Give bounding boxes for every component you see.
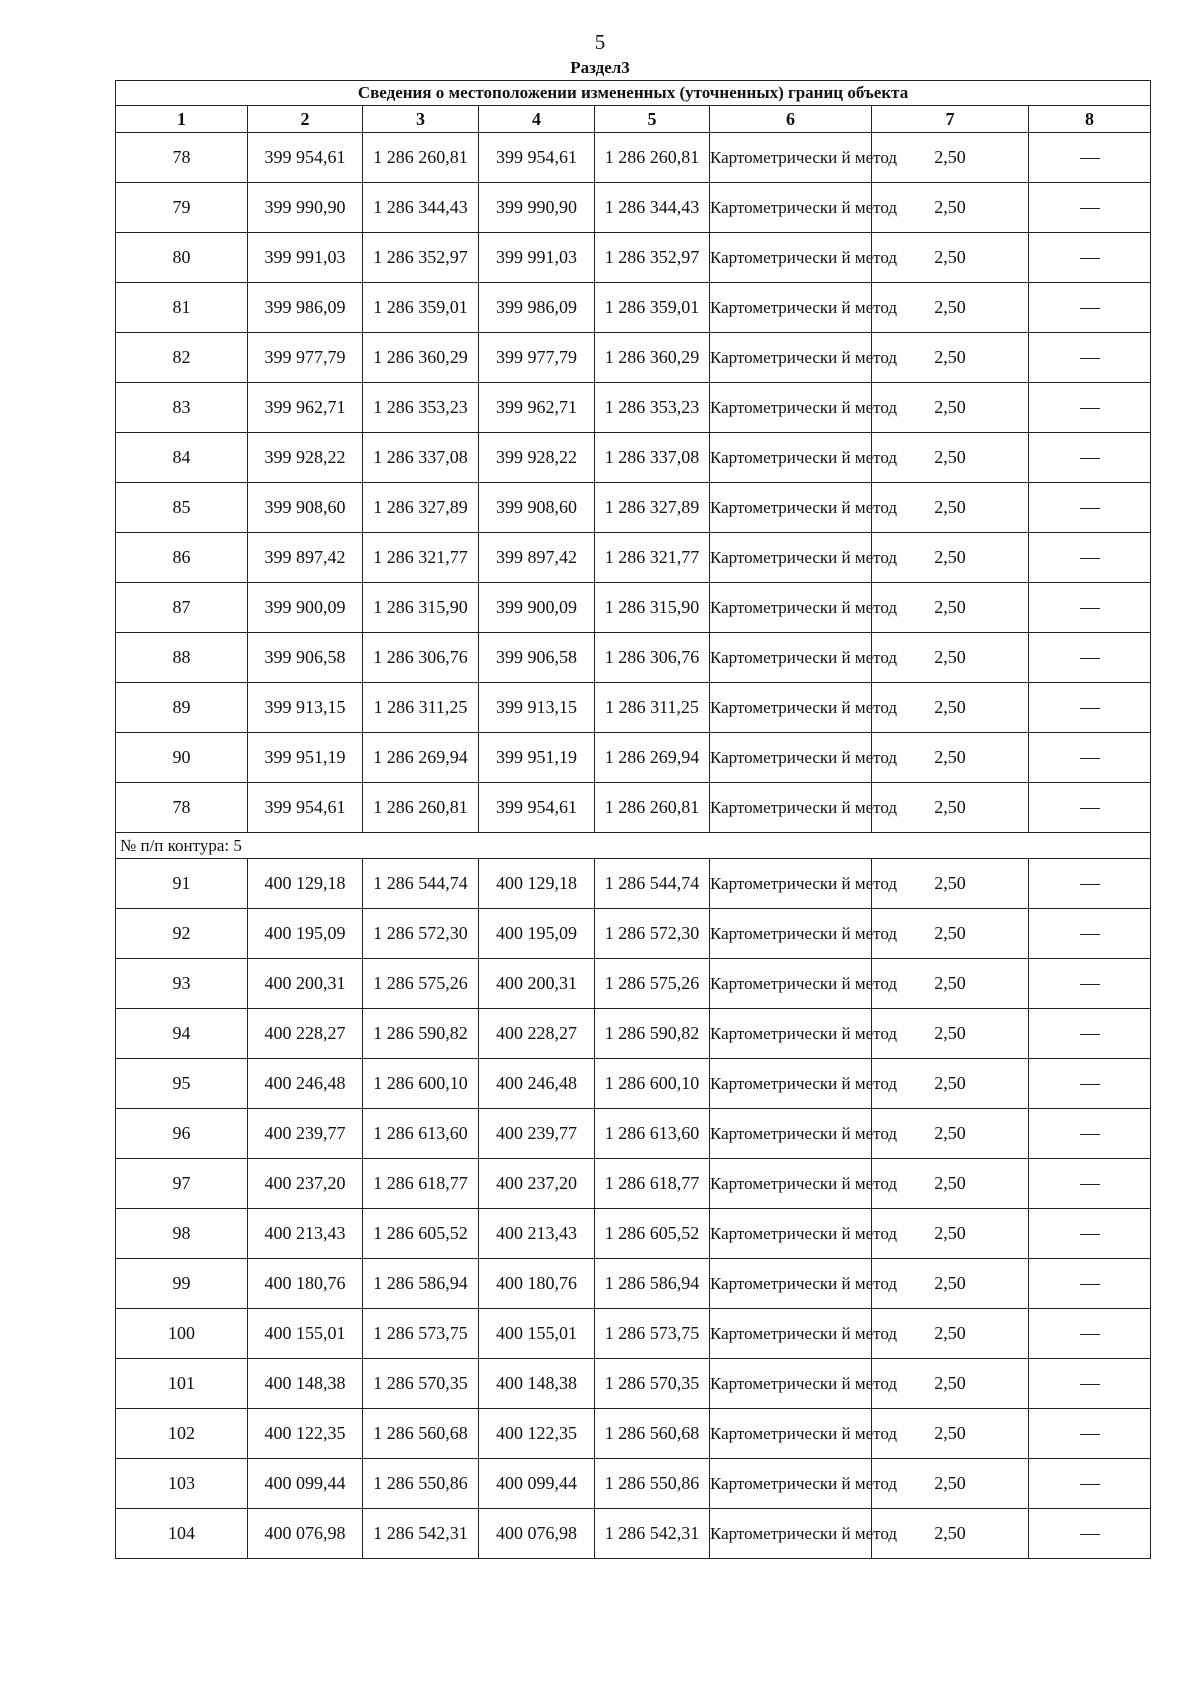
description-cell <box>1029 183 1151 233</box>
old-x-cell: 400 148,38 <box>248 1359 363 1409</box>
description-cell <box>1029 1059 1151 1109</box>
method-cell: Картометрически й метод <box>710 733 872 783</box>
method-cell: Картометрически й метод <box>710 1159 872 1209</box>
description-cell <box>1029 1109 1151 1159</box>
accuracy-cell: 2,50 <box>872 233 1029 283</box>
new-y-cell: 1 286 600,10 <box>595 1059 710 1109</box>
old-y-cell: 1 286 600,10 <box>363 1059 479 1109</box>
point-number-cell: 78 <box>116 783 248 833</box>
empty-dash-icon <box>1080 1034 1100 1035</box>
new-x-cell: 399 991,03 <box>479 233 595 283</box>
table-row <box>116 1309 1151 1359</box>
column-header: 5 <box>595 106 710 133</box>
method-cell: Картометрически й метод <box>710 1359 872 1409</box>
new-x-cell: 399 908,60 <box>479 483 595 533</box>
point-number-cell: 94 <box>116 1009 248 1059</box>
description-cell <box>1029 1459 1151 1509</box>
accuracy-cell: 2,50 <box>872 959 1029 1009</box>
point-number-cell: 93 <box>116 959 248 1009</box>
table-row <box>116 909 1151 959</box>
method-cell: Картометрически й метод <box>710 1209 872 1259</box>
new-y-cell: 1 286 315,90 <box>595 583 710 633</box>
new-y-cell: 1 286 570,35 <box>595 1359 710 1409</box>
new-x-cell: 399 897,42 <box>479 533 595 583</box>
method-cell: Картометрически й метод <box>710 1009 872 1059</box>
table-row <box>116 1159 1151 1209</box>
method-cell: Картометрически й метод <box>710 333 872 383</box>
accuracy-cell: 2,50 <box>872 1509 1029 1559</box>
new-x-cell: 399 986,09 <box>479 283 595 333</box>
empty-dash-icon <box>1080 1234 1100 1235</box>
method-cell: Картометрически й метод <box>710 1409 872 1459</box>
new-x-cell: 400 195,09 <box>479 909 595 959</box>
new-y-cell: 1 286 550,86 <box>595 1459 710 1509</box>
point-number-cell: 99 <box>116 1259 248 1309</box>
table-row <box>116 683 1151 733</box>
old-y-cell: 1 286 560,68 <box>363 1409 479 1459</box>
new-x-cell: 399 951,19 <box>479 733 595 783</box>
table-row <box>116 1359 1151 1409</box>
method-cell: Картометрически й метод <box>710 133 872 183</box>
empty-dash-icon <box>1080 708 1100 709</box>
old-x-cell: 400 155,01 <box>248 1309 363 1359</box>
new-x-cell: 400 213,43 <box>479 1209 595 1259</box>
point-number-cell: 96 <box>116 1109 248 1159</box>
table-row <box>116 1409 1151 1459</box>
old-y-cell: 1 286 613,60 <box>363 1109 479 1159</box>
table-row <box>116 783 1151 833</box>
old-y-cell: 1 286 360,29 <box>363 333 479 383</box>
new-x-cell: 400 239,77 <box>479 1109 595 1159</box>
accuracy-cell: 2,50 <box>872 1409 1029 1459</box>
description-cell <box>1029 333 1151 383</box>
empty-dash-icon <box>1080 984 1100 985</box>
empty-dash-icon <box>1080 1484 1100 1485</box>
old-x-cell: 399 990,90 <box>248 183 363 233</box>
method-cell: Картометрически й метод <box>710 1509 872 1559</box>
accuracy-cell: 2,50 <box>872 133 1029 183</box>
table-caption: Сведения о местоположении измененных (уточненных) границ объекта <box>116 81 1151 106</box>
description-cell <box>1029 533 1151 583</box>
section-title: Раздел3 <box>570 58 630 77</box>
new-x-cell: 400 228,27 <box>479 1009 595 1059</box>
old-x-cell: 400 099,44 <box>248 1459 363 1509</box>
table-row <box>116 1259 1151 1309</box>
old-x-cell: 399 900,09 <box>248 583 363 633</box>
method-cell: Картометрически й метод <box>710 959 872 1009</box>
contour-label: № п/п контура: 5 <box>116 833 1151 859</box>
old-y-cell: 1 286 315,90 <box>363 583 479 633</box>
old-x-cell: 400 195,09 <box>248 909 363 959</box>
accuracy-cell: 2,50 <box>872 1209 1029 1259</box>
empty-dash-icon <box>1080 884 1100 885</box>
new-y-cell: 1 286 544,74 <box>595 859 710 909</box>
new-x-cell: 400 155,01 <box>479 1309 595 1359</box>
method-cell: Картометрически й метод <box>710 233 872 283</box>
new-x-cell: 399 928,22 <box>479 433 595 483</box>
new-y-cell: 1 286 260,81 <box>595 133 710 183</box>
method-cell: Картометрически й метод <box>710 859 872 909</box>
table-row <box>116 483 1151 533</box>
old-x-cell: 399 954,61 <box>248 783 363 833</box>
point-number-cell: 101 <box>116 1359 248 1409</box>
table-row <box>116 1109 1151 1159</box>
old-x-cell: 400 246,48 <box>248 1059 363 1109</box>
new-y-cell: 1 286 344,43 <box>595 183 710 233</box>
method-cell: Картометрически й метод <box>710 683 872 733</box>
empty-dash-icon <box>1080 408 1100 409</box>
old-x-cell: 399 906,58 <box>248 633 363 683</box>
point-number-cell: 92 <box>116 909 248 959</box>
new-y-cell: 1 286 605,52 <box>595 1209 710 1259</box>
accuracy-cell: 2,50 <box>872 1459 1029 1509</box>
old-y-cell: 1 286 260,81 <box>363 133 479 183</box>
old-y-cell: 1 286 570,35 <box>363 1359 479 1409</box>
new-x-cell: 399 962,71 <box>479 383 595 433</box>
empty-dash-icon <box>1080 1284 1100 1285</box>
point-number-cell: 79 <box>116 183 248 233</box>
description-cell <box>1029 1259 1151 1309</box>
new-y-cell: 1 286 542,31 <box>595 1509 710 1559</box>
method-cell: Картометрически й метод <box>710 483 872 533</box>
new-x-cell: 400 076,98 <box>479 1509 595 1559</box>
accuracy-cell: 2,50 <box>872 1109 1029 1159</box>
accuracy-cell: 2,50 <box>872 1359 1029 1409</box>
new-x-cell: 399 954,61 <box>479 133 595 183</box>
new-y-cell: 1 286 560,68 <box>595 1409 710 1459</box>
method-cell: Картометрически й метод <box>710 533 872 583</box>
new-y-cell: 1 286 572,30 <box>595 909 710 959</box>
description-cell <box>1029 783 1151 833</box>
new-x-cell: 400 237,20 <box>479 1159 595 1209</box>
old-x-cell: 400 237,20 <box>248 1159 363 1209</box>
table-row <box>116 133 1151 183</box>
new-y-cell: 1 286 573,75 <box>595 1309 710 1359</box>
old-x-cell: 400 228,27 <box>248 1009 363 1059</box>
point-number-cell: 86 <box>116 533 248 583</box>
description-cell <box>1029 959 1151 1009</box>
description-cell <box>1029 1159 1151 1209</box>
column-header-row <box>116 106 1151 133</box>
accuracy-cell: 2,50 <box>872 1059 1029 1109</box>
accuracy-cell: 2,50 <box>872 333 1029 383</box>
empty-dash-icon <box>1080 608 1100 609</box>
new-y-cell: 1 286 618,77 <box>595 1159 710 1209</box>
old-y-cell: 1 286 353,23 <box>363 383 479 433</box>
old-y-cell: 1 286 618,77 <box>363 1159 479 1209</box>
method-cell: Картометрически й метод <box>710 183 872 233</box>
method-cell: Картометрически й метод <box>710 283 872 333</box>
method-cell: Картометрически й метод <box>710 1059 872 1109</box>
new-x-cell: 399 906,58 <box>479 633 595 683</box>
new-y-cell: 1 286 359,01 <box>595 283 710 333</box>
table-row <box>116 1059 1151 1109</box>
point-number-cell: 89 <box>116 683 248 733</box>
old-x-cell: 399 928,22 <box>248 433 363 483</box>
old-y-cell: 1 286 573,75 <box>363 1309 479 1359</box>
column-header: 2 <box>248 106 363 133</box>
description-cell <box>1029 433 1151 483</box>
method-cell: Картометрически й метод <box>710 583 872 633</box>
table-row <box>116 433 1151 483</box>
method-cell: Картометрически й метод <box>710 909 872 959</box>
old-x-cell: 399 951,19 <box>248 733 363 783</box>
old-x-cell: 400 213,43 <box>248 1209 363 1259</box>
old-x-cell: 399 908,60 <box>248 483 363 533</box>
point-number-cell: 95 <box>116 1059 248 1109</box>
empty-dash-icon <box>1080 1534 1100 1535</box>
point-number-cell: 104 <box>116 1509 248 1559</box>
empty-dash-icon <box>1080 758 1100 759</box>
accuracy-cell: 2,50 <box>872 1259 1029 1309</box>
old-y-cell: 1 286 327,89 <box>363 483 479 533</box>
old-y-cell: 1 286 344,43 <box>363 183 479 233</box>
empty-dash-icon <box>1080 1334 1100 1335</box>
old-x-cell: 399 913,15 <box>248 683 363 733</box>
table-row <box>116 333 1151 383</box>
empty-dash-icon <box>1080 358 1100 359</box>
accuracy-cell: 2,50 <box>872 283 1029 333</box>
table-caption-row <box>116 81 1151 106</box>
description-cell <box>1029 683 1151 733</box>
column-header: 1 <box>116 106 248 133</box>
column-header: 4 <box>479 106 595 133</box>
point-number-cell: 98 <box>116 1209 248 1259</box>
new-y-cell: 1 286 311,25 <box>595 683 710 733</box>
point-number-cell: 88 <box>116 633 248 683</box>
old-y-cell: 1 286 550,86 <box>363 1459 479 1509</box>
new-x-cell: 400 148,38 <box>479 1359 595 1409</box>
old-y-cell: 1 286 359,01 <box>363 283 479 333</box>
point-number-cell: 78 <box>116 133 248 183</box>
table-row <box>116 959 1151 1009</box>
column-header: 8 <box>1029 106 1151 133</box>
column-header: 7 <box>872 106 1029 133</box>
empty-dash-icon <box>1080 1434 1100 1435</box>
description-cell <box>1029 1359 1151 1409</box>
old-y-cell: 1 286 269,94 <box>363 733 479 783</box>
description-cell <box>1029 283 1151 333</box>
description-cell <box>1029 233 1151 283</box>
new-y-cell: 1 286 321,77 <box>595 533 710 583</box>
new-y-cell: 1 286 269,94 <box>595 733 710 783</box>
point-number-cell: 91 <box>116 859 248 909</box>
new-x-cell: 400 099,44 <box>479 1459 595 1509</box>
old-y-cell: 1 286 575,26 <box>363 959 479 1009</box>
accuracy-cell: 2,50 <box>872 683 1029 733</box>
column-header: 6 <box>710 106 872 133</box>
new-x-cell: 399 954,61 <box>479 783 595 833</box>
accuracy-cell: 2,50 <box>872 183 1029 233</box>
method-cell: Картометрически й метод <box>710 383 872 433</box>
old-y-cell: 1 286 544,74 <box>363 859 479 909</box>
table-row <box>116 183 1151 233</box>
accuracy-cell: 2,50 <box>872 433 1029 483</box>
method-cell: Картометрически й метод <box>710 633 872 683</box>
point-number-cell: 100 <box>116 1309 248 1359</box>
column-header: 3 <box>363 106 479 133</box>
method-cell: Картометрически й метод <box>710 433 872 483</box>
table-row <box>116 733 1151 783</box>
boundary-coordinates-table <box>115 80 1151 1559</box>
old-y-cell: 1 286 337,08 <box>363 433 479 483</box>
new-y-cell: 1 286 613,60 <box>595 1109 710 1159</box>
empty-dash-icon <box>1080 508 1100 509</box>
old-y-cell: 1 286 586,94 <box>363 1259 479 1309</box>
old-x-cell: 400 076,98 <box>248 1509 363 1559</box>
description-cell <box>1029 1409 1151 1459</box>
new-y-cell: 1 286 353,23 <box>595 383 710 433</box>
new-y-cell: 1 286 575,26 <box>595 959 710 1009</box>
old-x-cell: 400 239,77 <box>248 1109 363 1159</box>
table-row <box>116 1459 1151 1509</box>
description-cell <box>1029 633 1151 683</box>
table-row <box>116 1009 1151 1059</box>
new-x-cell: 399 913,15 <box>479 683 595 733</box>
method-cell: Картометрически й метод <box>710 1459 872 1509</box>
new-y-cell: 1 286 306,76 <box>595 633 710 683</box>
table-row <box>116 383 1151 433</box>
table-row <box>116 859 1151 909</box>
old-x-cell: 400 180,76 <box>248 1259 363 1309</box>
old-y-cell: 1 286 542,31 <box>363 1509 479 1559</box>
empty-dash-icon <box>1080 1384 1100 1385</box>
empty-dash-icon <box>1080 458 1100 459</box>
empty-dash-icon <box>1080 1084 1100 1085</box>
empty-dash-icon <box>1080 158 1100 159</box>
point-number-cell: 103 <box>116 1459 248 1509</box>
empty-dash-icon <box>1080 558 1100 559</box>
point-number-cell: 80 <box>116 233 248 283</box>
old-x-cell: 399 954,61 <box>248 133 363 183</box>
new-y-cell: 1 286 586,94 <box>595 1259 710 1309</box>
point-number-cell: 85 <box>116 483 248 533</box>
old-x-cell: 399 977,79 <box>248 333 363 383</box>
old-x-cell: 399 991,03 <box>248 233 363 283</box>
method-cell: Картометрически й метод <box>710 1109 872 1159</box>
method-cell: Картометрически й метод <box>710 783 872 833</box>
new-x-cell: 400 246,48 <box>479 1059 595 1109</box>
new-x-cell: 399 977,79 <box>479 333 595 383</box>
description-cell <box>1029 1509 1151 1559</box>
table-row <box>116 533 1151 583</box>
old-y-cell: 1 286 590,82 <box>363 1009 479 1059</box>
new-y-cell: 1 286 352,97 <box>595 233 710 283</box>
empty-dash-icon <box>1080 308 1100 309</box>
point-number-cell: 81 <box>116 283 248 333</box>
old-y-cell: 1 286 306,76 <box>363 633 479 683</box>
table-row <box>116 1509 1151 1559</box>
accuracy-cell: 2,50 <box>872 483 1029 533</box>
page-number: 5 <box>594 30 606 54</box>
point-number-cell: 83 <box>116 383 248 433</box>
accuracy-cell: 2,50 <box>872 733 1029 783</box>
accuracy-cell: 2,50 <box>872 533 1029 583</box>
accuracy-cell: 2,50 <box>872 909 1029 959</box>
accuracy-cell: 2,50 <box>872 1159 1029 1209</box>
accuracy-cell: 2,50 <box>872 633 1029 683</box>
accuracy-cell: 2,50 <box>872 583 1029 633</box>
new-x-cell: 399 990,90 <box>479 183 595 233</box>
accuracy-cell: 2,50 <box>872 859 1029 909</box>
point-number-cell: 97 <box>116 1159 248 1209</box>
new-x-cell: 400 122,35 <box>479 1409 595 1459</box>
old-x-cell: 400 122,35 <box>248 1409 363 1459</box>
point-number-cell: 82 <box>116 333 248 383</box>
new-y-cell: 1 286 260,81 <box>595 783 710 833</box>
old-x-cell: 400 129,18 <box>248 859 363 909</box>
description-cell <box>1029 483 1151 533</box>
point-number-cell: 102 <box>116 1409 248 1459</box>
contour-row <box>116 833 1151 859</box>
new-y-cell: 1 286 360,29 <box>595 333 710 383</box>
description-cell <box>1029 1309 1151 1359</box>
new-x-cell: 400 200,31 <box>479 959 595 1009</box>
table-row <box>116 1209 1151 1259</box>
method-cell: Картометрически й метод <box>710 1259 872 1309</box>
method-cell: Картометрически й метод <box>710 1309 872 1359</box>
empty-dash-icon <box>1080 258 1100 259</box>
old-x-cell: 400 200,31 <box>248 959 363 1009</box>
new-x-cell: 399 900,09 <box>479 583 595 633</box>
new-y-cell: 1 286 590,82 <box>595 1009 710 1059</box>
table-row <box>116 583 1151 633</box>
new-y-cell: 1 286 337,08 <box>595 433 710 483</box>
description-cell <box>1029 583 1151 633</box>
accuracy-cell: 2,50 <box>872 1009 1029 1059</box>
empty-dash-icon <box>1080 934 1100 935</box>
description-cell <box>1029 859 1151 909</box>
point-number-cell: 87 <box>116 583 248 633</box>
description-cell <box>1029 733 1151 783</box>
empty-dash-icon <box>1080 208 1100 209</box>
empty-dash-icon <box>1080 1184 1100 1185</box>
description-cell <box>1029 133 1151 183</box>
table-row <box>116 633 1151 683</box>
table-body <box>116 133 1151 1559</box>
new-x-cell: 400 129,18 <box>479 859 595 909</box>
accuracy-cell: 2,50 <box>872 1309 1029 1359</box>
accuracy-cell: 2,50 <box>872 783 1029 833</box>
old-y-cell: 1 286 572,30 <box>363 909 479 959</box>
description-cell <box>1029 909 1151 959</box>
empty-dash-icon <box>1080 808 1100 809</box>
old-x-cell: 399 962,71 <box>248 383 363 433</box>
new-y-cell: 1 286 327,89 <box>595 483 710 533</box>
accuracy-cell: 2,50 <box>872 383 1029 433</box>
description-cell <box>1029 1209 1151 1259</box>
old-y-cell: 1 286 605,52 <box>363 1209 479 1259</box>
old-y-cell: 1 286 321,77 <box>363 533 479 583</box>
old-y-cell: 1 286 260,81 <box>363 783 479 833</box>
old-x-cell: 399 897,42 <box>248 533 363 583</box>
empty-dash-icon <box>1080 1134 1100 1135</box>
point-number-cell: 84 <box>116 433 248 483</box>
old-y-cell: 1 286 352,97 <box>363 233 479 283</box>
description-cell <box>1029 1009 1151 1059</box>
empty-dash-icon <box>1080 658 1100 659</box>
description-cell <box>1029 383 1151 433</box>
point-number-cell: 90 <box>116 733 248 783</box>
new-x-cell: 400 180,76 <box>479 1259 595 1309</box>
old-y-cell: 1 286 311,25 <box>363 683 479 733</box>
old-x-cell: 399 986,09 <box>248 283 363 333</box>
table-row <box>116 283 1151 333</box>
table-row <box>116 233 1151 283</box>
